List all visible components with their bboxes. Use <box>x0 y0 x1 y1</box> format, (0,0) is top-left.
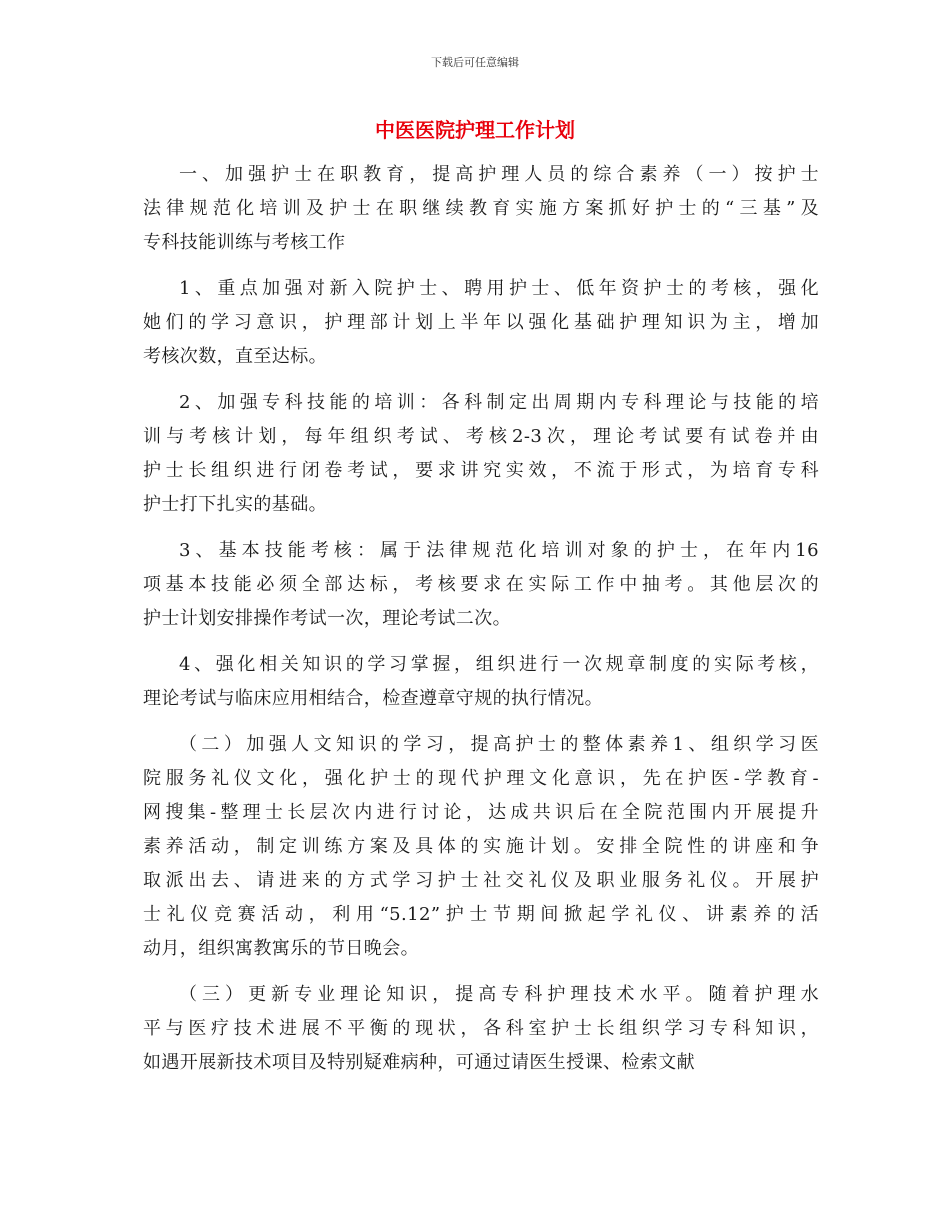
paragraph-line: 护士长组织进行闭卷考试，要求讲究实效，不流于形式，为培育专科 <box>143 460 819 481</box>
paragraph <box>143 648 819 716</box>
paragraph-line: 法律规范化培训及护士在职继续教育实施方案抓好护士的“三基”及 <box>143 198 819 219</box>
paragraph-line: 3、基本技能考核：属于法律规范化培训对象的护士，在年内16 <box>179 540 819 561</box>
paragraph <box>143 272 819 374</box>
document-title: 中医医院护理工作计划 <box>375 118 575 142</box>
paragraph-line: 网搜集-整理士长层次内进行讨论，达成共识后在全院范围内开展提升 <box>143 802 819 823</box>
paragraph <box>143 728 819 966</box>
paragraph-line: 项基本技能必须全部达标，考核要求在实际工作中抽考。其他层次的 <box>143 574 819 595</box>
paragraph-line: 2、加强专科技能的培训：各科制定出周期内专科理论与技能的培 <box>179 392 819 413</box>
paragraph-line: 士礼仪竞赛活动，利用“5.12”护士节期间掀起学礼仪、讲素养的活 <box>143 904 819 925</box>
paragraph-line: 动月，组织寓教寓乐的节日晚会。 <box>143 938 419 959</box>
paragraph <box>143 534 819 636</box>
paragraph-line: （二）加强人文知识的学习，提高护士的整体素养1、组织学习医 <box>179 734 819 755</box>
paragraph-line: 她们的学习意识，护理部计划上半年以强化基础护理知识为主，增加 <box>143 312 819 333</box>
paragraph-line: 理论考试与临床应用相结合，检查遵章守规的执行情况。 <box>143 688 603 709</box>
paragraph-line: 护士计划安排操作考试一次，理论考试二次。 <box>143 608 511 629</box>
paragraph-line: 平与医疗技术进展不平衡的现状，各科室护士长组织学习专科知识， <box>143 1018 819 1039</box>
paragraph-line: 素养活动，制定训练方案及具体的实施计划。安排全院性的讲座和争 <box>143 836 819 857</box>
paragraph <box>143 386 819 522</box>
paragraph-line: 1、重点加强对新入院护士、聘用护士、低年资护士的考核，强化 <box>179 278 819 299</box>
paragraph <box>143 978 819 1080</box>
paragraph-line: 训与考核计划，每年组织考试、考核2-3次，理论考试要有试卷并由 <box>143 426 819 447</box>
paragraph-line: （三）更新专业理论知识，提高专科护理技术水平。随着护理水 <box>179 984 819 1005</box>
paragraph-line: 4、强化相关知识的学习掌握，组织进行一次规章制度的实际考核， <box>179 654 819 675</box>
header-note: 下载后可任意编辑 <box>431 56 519 69</box>
paragraph-line: 取派出去、请进来的方式学习护士社交礼仪及职业服务礼仪。开展护 <box>143 870 819 891</box>
paragraph <box>143 158 819 260</box>
paragraph-line: 考核次数，直至达标。 <box>143 346 327 367</box>
document-body <box>143 158 819 1092</box>
paragraph-line: 院服务礼仪文化，强化护士的现代护理文化意识，先在护医-学教育- <box>143 768 819 789</box>
paragraph-line: 一、加强护士在职教育，提高护理人员的综合素养（一）按护士 <box>179 164 819 185</box>
paragraph-line: 专科技能训练与考核工作 <box>143 232 346 253</box>
paragraph-line: 护士打下扎实的基础。 <box>143 494 327 515</box>
paragraph-line: 如遇开展新技术项目及特别疑难病种，可通过请医生授课、检索文献 <box>143 1052 695 1073</box>
